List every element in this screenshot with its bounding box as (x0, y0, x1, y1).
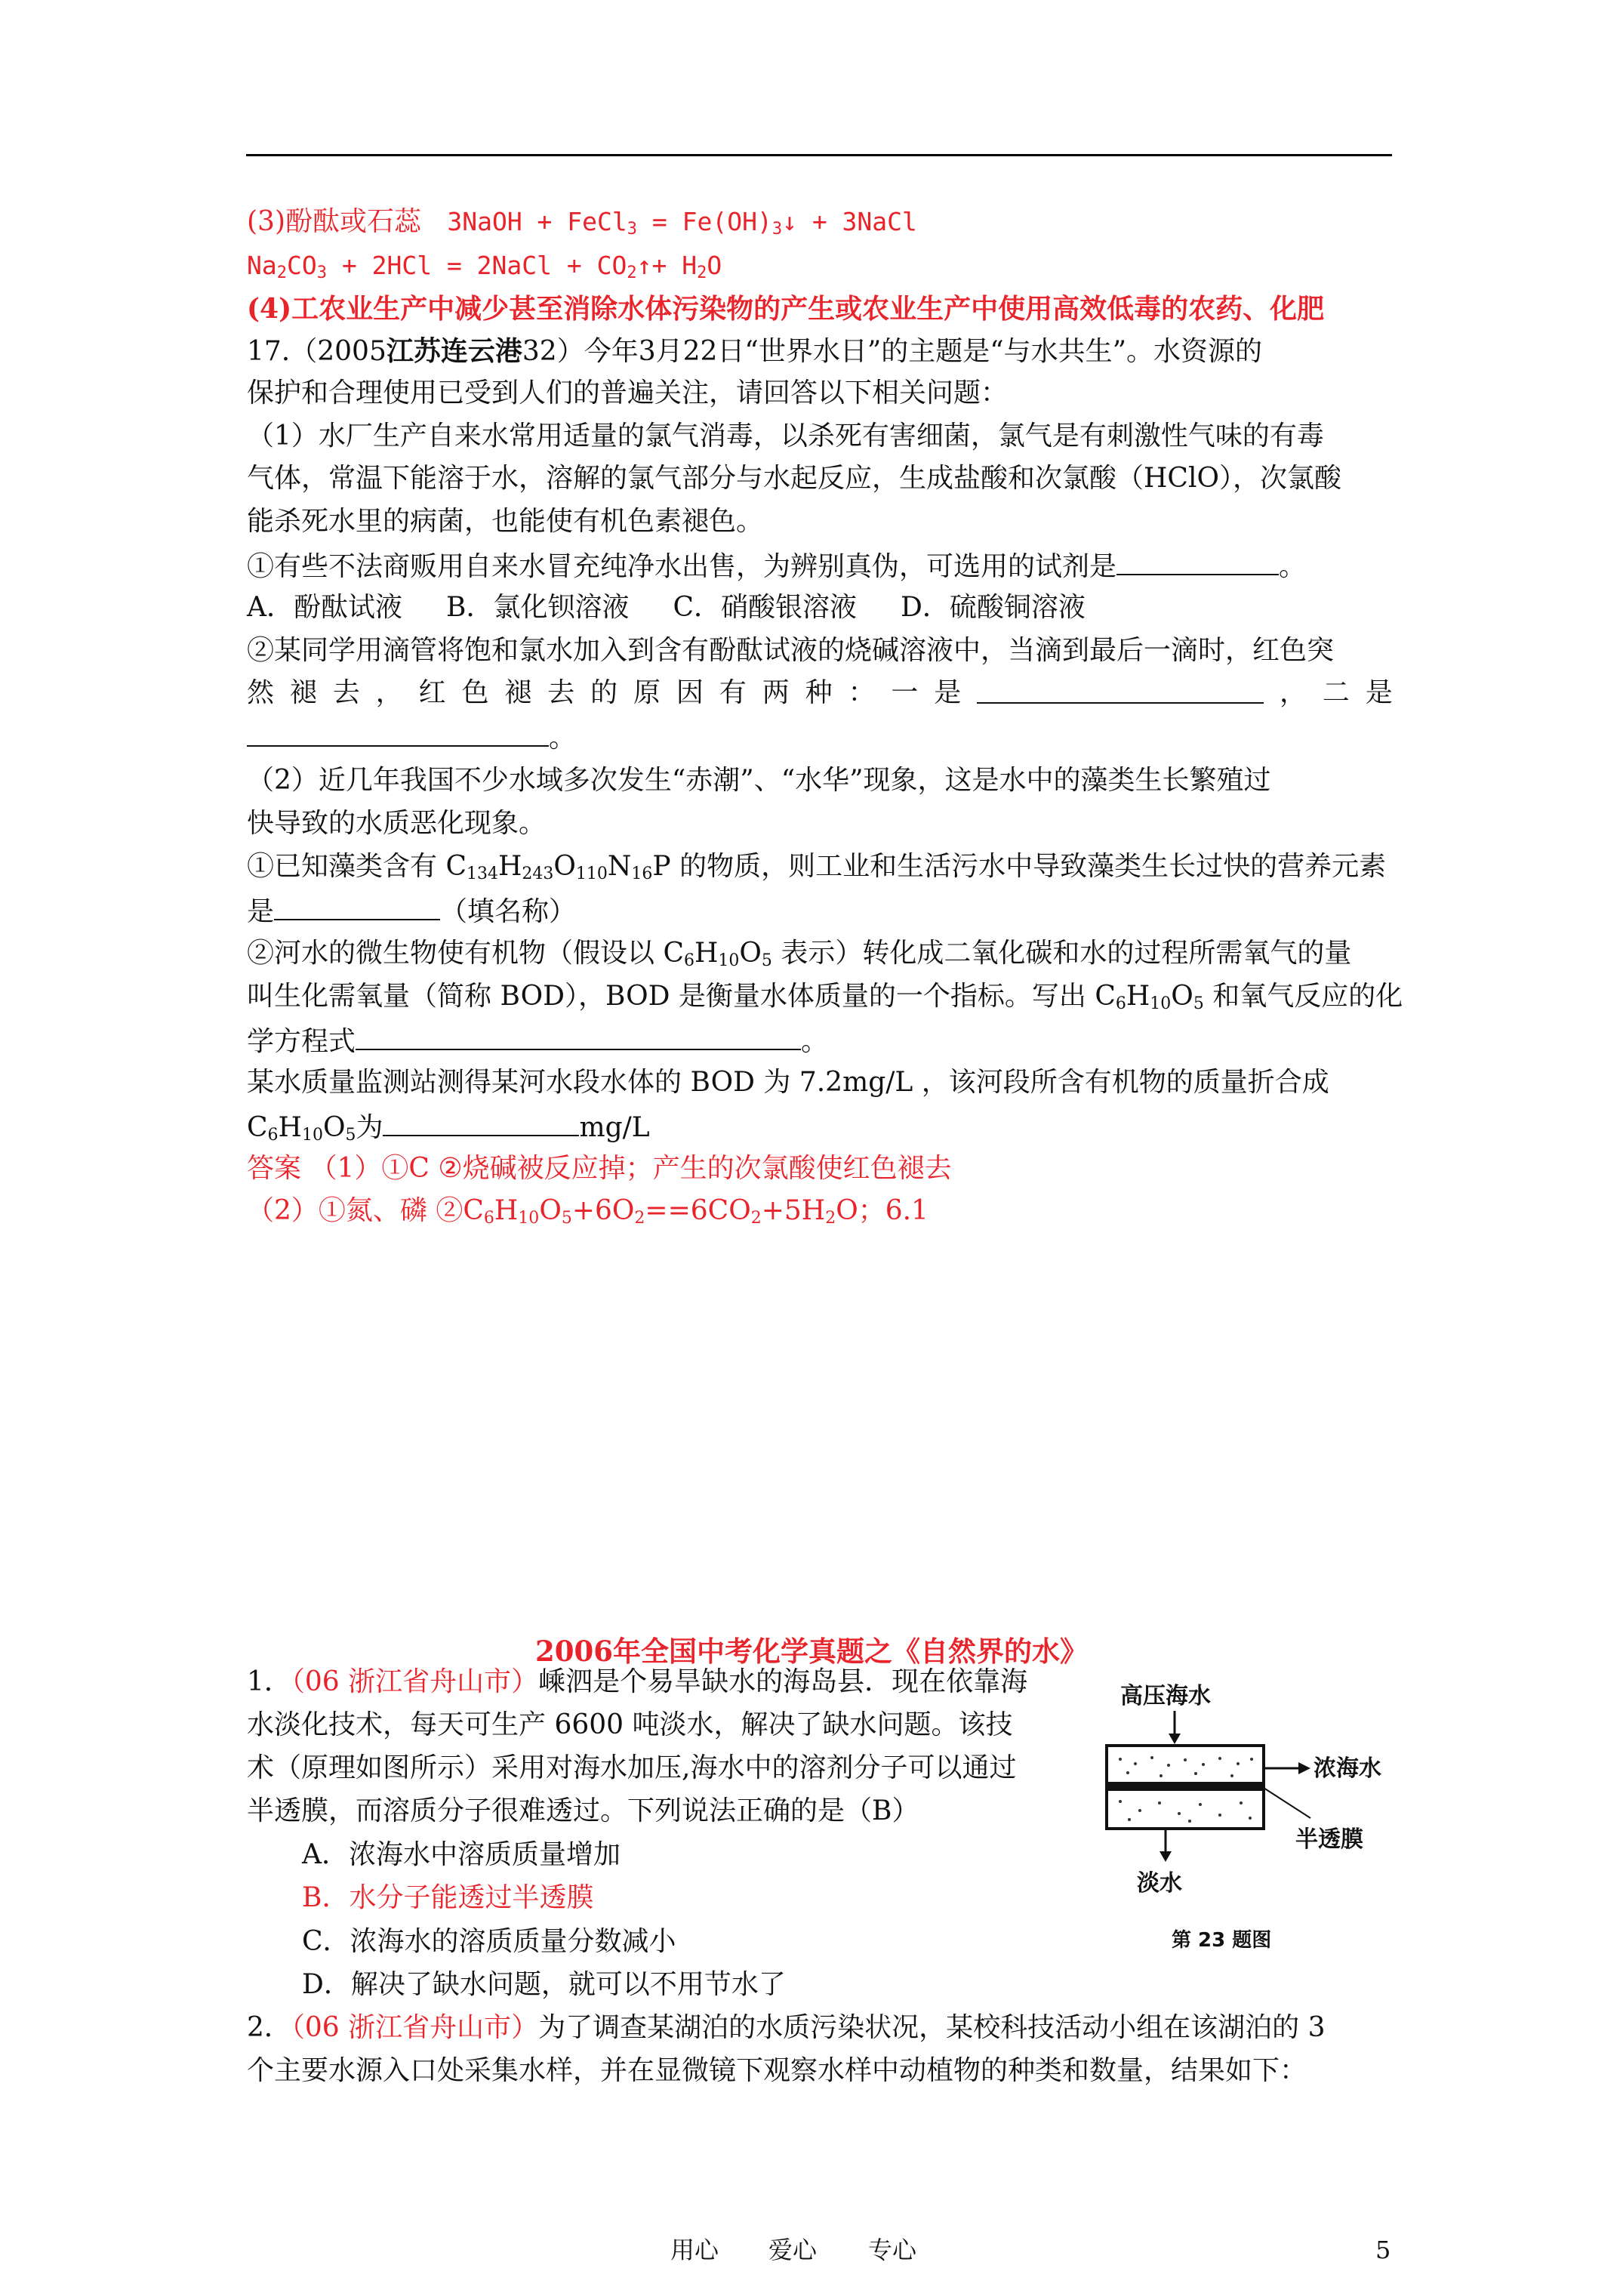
q17-line-15: ②河水的微生物使有机物（假设以 $C_6H_{10}O_5$ 表示）转化成二氧化碳和水的过程所需氧气的量 (247, 938, 1352, 970)
q17-line-14: 是 （填名称） (247, 893, 576, 929)
footer-motto-1: 用心 (670, 2236, 719, 2264)
q2-line-1: 2．（06 浙江省舟山市）为了调查某湖泊的水质污染状况，某校科技活动小组在该湖泊的 3 (247, 2012, 1326, 2043)
q1-line-3: 术（原理如图所示）采用对海水加压,海水中的溶剂分子可以通过 (247, 1752, 1017, 1783)
section-title: 2006年全国中考化学真题之《自然界的水》 (535, 1635, 1088, 1668)
q17-line-11: （2）近几年我国不少水域多次发生“赤潮”、“水华”现象，这是水中的藻类生长繁殖过 (247, 765, 1271, 796)
q1-option-c: C．浓海水的溶质质量分数减小 (302, 1926, 676, 1957)
q17-line-13: ①已知藻类含有 $C_{134}H_{243}O_{110}N_{16}P$ 的物质，则工业和生活污水中导致藻类生长过快的营养元素 (247, 851, 1387, 883)
q17-line-9: 然 褪 去 ， 红 色 褪 去 的 原 因 有 两 种 ： 一 是 ， 二 是 (247, 677, 1393, 708)
answer-blank[interactable] (977, 676, 1264, 704)
q17-line-8: ②某同学用滴管将饱和氯水加入到含有酚酞试液的烧碱溶液中，当滴到最后一滴时，红色突 (247, 635, 1335, 666)
q17-answer-1: 答案 （1）①C ②烧碱被反应掉；产生的次氯酸使红色褪去 (247, 1153, 952, 1184)
figure-label-membrane: 半透膜 (1295, 1826, 1363, 1853)
option-b: B．氯化钡溶液 (446, 592, 630, 623)
q17-line-16: 叫生化需氧量（简称 BOD），BOD 是衡量水体质量的一个指标。写出 $C_6H_{10}O_5$ 和氧气反应的化 (247, 981, 1403, 1013)
q17-line-5: 能杀死水里的病菌，也能使有机色素褪色。 (247, 506, 764, 537)
q2-line-2: 个主要水源入口处采集水样，并在显微镜下观察水样中动植物的种类和数量，结果如下： (247, 2055, 1307, 2086)
figure-caption: 第 23 题图 (1172, 1929, 1272, 1952)
q1-line-2: 水淡化技术，每天可生产 6600 吨淡水，解决了缺水问题。该技 (247, 1709, 1013, 1740)
answer-blank[interactable] (1116, 548, 1279, 575)
prev-answer-line-3: (4)工农业生产中减少甚至消除水体污染物的产生或农业生产中使用高效低毒的农药、化肥 (247, 293, 1325, 325)
option-a: A．酚酞试液 (247, 592, 402, 623)
footer-motto-3: 专心 (868, 2236, 917, 2264)
freshwater-arrowhead (1160, 1851, 1172, 1862)
q17-line-2: 保护和合理使用已受到人们的普遍关注，请回答以下相关问题： (247, 378, 1009, 408)
figure-label-right: 浓海水 (1313, 1755, 1381, 1782)
page-number: 5 (1375, 2236, 1391, 2264)
footer-motto-2: 爱心 (768, 2236, 818, 2264)
q1-line-4: 半透膜，而溶质分子很难透过。下列说法正确的是（B） (247, 1795, 919, 1826)
q1-option-a: A．浓海水中溶质质量增加 (302, 1839, 621, 1870)
figure-label-bottom: 淡水 (1137, 1870, 1182, 1897)
header-rule (246, 154, 1392, 156)
q17-line-18: 某水质量监测站测得某河水段水体的 BOD 为 7.2mg/L ，该河段所含有机物的质量折合成 (247, 1067, 1329, 1098)
membrane (1107, 1782, 1264, 1791)
desalination-diagram (1090, 1675, 1407, 1962)
q17-line-12: 快导致的水质恶化现象。 (247, 808, 547, 839)
prev-answer-equation-1: 3NaOH + FeCl$_3$ = $Fe(OH)_3↓$ + 3NaCl (447, 207, 917, 239)
answer-blank[interactable] (383, 1109, 579, 1136)
q1-option-d: D．解决了缺水问题，就可以不用节水了 (302, 1969, 786, 2000)
prev-answer-label: (3)酚酞或石蕊 (247, 206, 421, 237)
q17-line-3: （1）水厂生产自来水常用适量的氯气消毒，以杀死有害细菌，氯气是有刺激性气味的有毒 (247, 421, 1324, 451)
answer-blank[interactable] (247, 720, 549, 747)
answer-blank[interactable] (274, 893, 440, 920)
outlet-arrowhead (1298, 1762, 1310, 1774)
membrane-pointer (1264, 1788, 1310, 1818)
answer-blank[interactable] (356, 1023, 801, 1050)
q17-line-4: 气体，常温下能溶于水，溶解的氯气部分与水起反应，生成盐酸和次氯酸（HClO），次氯酸 (247, 463, 1341, 494)
inlet-arrowhead (1169, 1734, 1181, 1744)
desalination-figure (1090, 1675, 1407, 1962)
q1-option-b: B．水分子能透过半透膜 (302, 1882, 594, 1913)
q17-line-10: 。 (247, 720, 576, 755)
q17-answer-2: （2）①氮、磷 $②C_6H_{10}O_5+6O_2==6CO_2+5H_2O$；6.1 (247, 1195, 929, 1228)
prev-answer-line-1 (247, 205, 917, 239)
q17-line-17: 学方程式 。 (247, 1023, 828, 1059)
option-c: C．硝酸银溶液 (673, 592, 858, 623)
q17-line-6: ①有些不法商贩用自来水冒充纯净水出售，为辨别真伪，可选用的试剂是 。 (247, 548, 1306, 584)
q17-options (247, 591, 1086, 624)
q1-line-1: 1．（06 浙江省舟山市）嵊泗是个易旱缺水的海岛县．现在依靠海 (247, 1666, 1028, 1697)
figure-label-top: 高压海水 (1120, 1683, 1211, 1709)
q17-line-19: $C_6H_{10}O_5$为 mg/L (247, 1109, 650, 1145)
option-d: D．硫酸铜溶液 (901, 592, 1086, 623)
q17-line-1: 17.（2005江苏连云港32）今年3月22日“世界水日”的主题是“与水共生”。水资源的 (247, 335, 1263, 367)
prev-answer-equation-2: $Na_2CO_3 + 2HCl$ = 2NaCl + $CO_2↑+ H_2O$ (247, 251, 722, 282)
